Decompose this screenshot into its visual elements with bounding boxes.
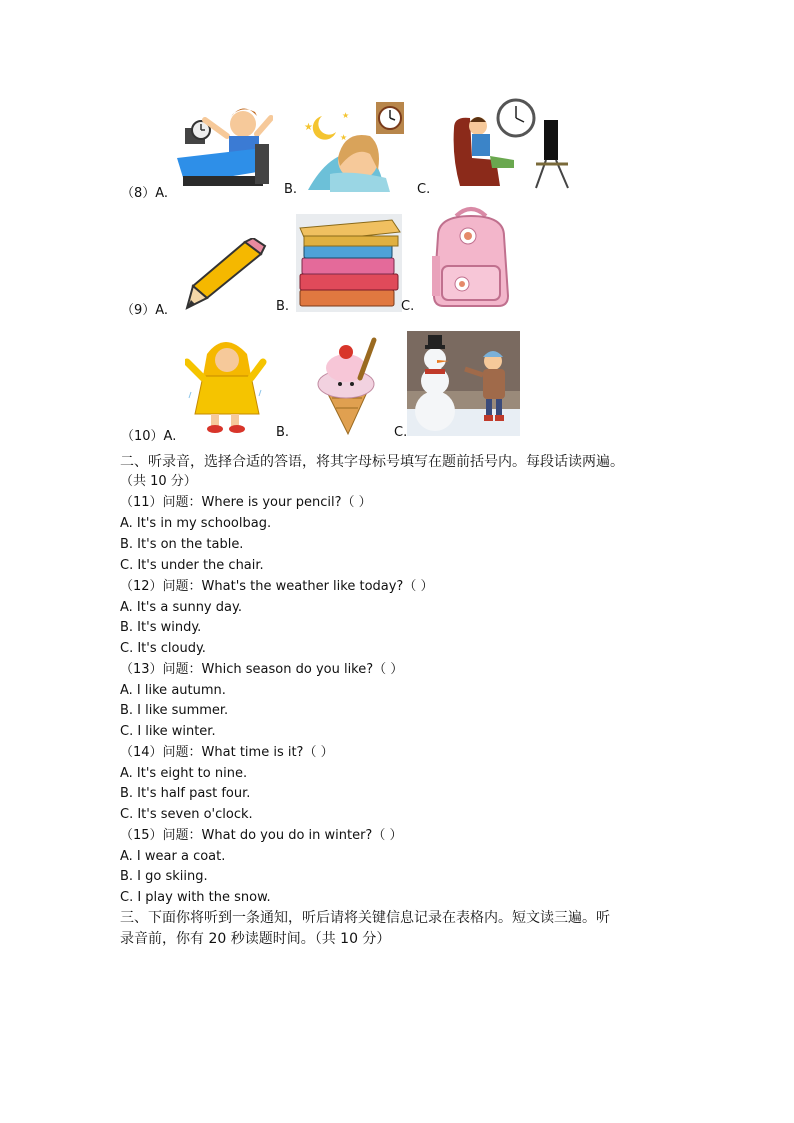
option-8-b-label: B.: [284, 182, 298, 197]
option-14-c: C. It's seven o'clock.: [120, 807, 253, 822]
option-12-a: A. It's a sunny day.: [120, 600, 242, 615]
option-12-c: C. It's cloudy.: [120, 641, 206, 656]
snowman-picture: [407, 331, 520, 436]
option-14-b: B. It's half past four.: [120, 786, 251, 801]
option-12-b: B. It's windy.: [120, 620, 202, 635]
question-12: （12）问题：What's the weather like today?（ ）: [120, 579, 434, 594]
ice-cream-picture: [296, 334, 396, 436]
raincoat-child-picture: [185, 332, 267, 434]
boy-waking-up-picture: [175, 100, 273, 195]
option-13-a: A. I like autumn.: [120, 683, 226, 698]
option-13-b: B. I like summer.: [120, 703, 229, 718]
option-9-c-label: C.: [401, 299, 415, 314]
pencil-picture: [185, 238, 267, 310]
section-3-heading-continued: 录音前，你有 20 秒读题时间。（共 10 分）: [120, 931, 391, 947]
svg-text:★: ★: [304, 122, 313, 133]
question-9-number: （9）A.: [121, 303, 169, 318]
section-2-heading: 二、听录音，选择合适的答语，将其字母标号填写在题前括号内。每段话读两遍。: [120, 454, 624, 470]
option-15-b: B. I go skiing.: [120, 869, 208, 884]
option-13-c: C. I like winter.: [120, 724, 216, 739]
question-10-number: （10）A.: [121, 429, 177, 444]
svg-text:★: ★: [342, 111, 350, 120]
option-9-b-label: B.: [276, 299, 290, 314]
question-14: （14）问题：What time is it?（ ）: [120, 745, 334, 760]
option-10-c-label: C.: [394, 425, 408, 440]
svg-text:★: ★: [340, 133, 348, 142]
sleeping-girl-picture: [300, 100, 405, 192]
option-11-a: A. It's in my schoolbag.: [120, 516, 272, 531]
section-3-heading: 三、下面你将听到一条通知，听后请将关键信息记录在表格内。短文读三遍。听: [120, 910, 610, 926]
question-8-number: （8）A.: [121, 186, 169, 201]
option-10-b-label: B.: [276, 425, 290, 440]
option-8-c-label: C.: [417, 182, 431, 197]
option-14-a: A. It's eight to nine.: [120, 766, 248, 781]
question-13: （13）问题：Which season do you like?（ ）: [120, 662, 404, 677]
option-11-b: B. It's on the table.: [120, 537, 244, 552]
option-15-c: C. I play with the snow.: [120, 890, 271, 905]
question-11: （11）问题：Where is your pencil?（ ）: [120, 495, 372, 510]
schoolbag-picture: [428, 206, 514, 308]
books-picture: [296, 214, 402, 312]
section-2-heading-points: （共 10 分）: [120, 474, 197, 489]
watching-tv-picture: [450, 98, 575, 190]
option-15-a: A. I wear a coat.: [120, 849, 226, 864]
question-15: （15）问题：What do you do in winter?（ ）: [120, 828, 403, 843]
option-11-c: C. It's under the chair.: [120, 558, 264, 573]
